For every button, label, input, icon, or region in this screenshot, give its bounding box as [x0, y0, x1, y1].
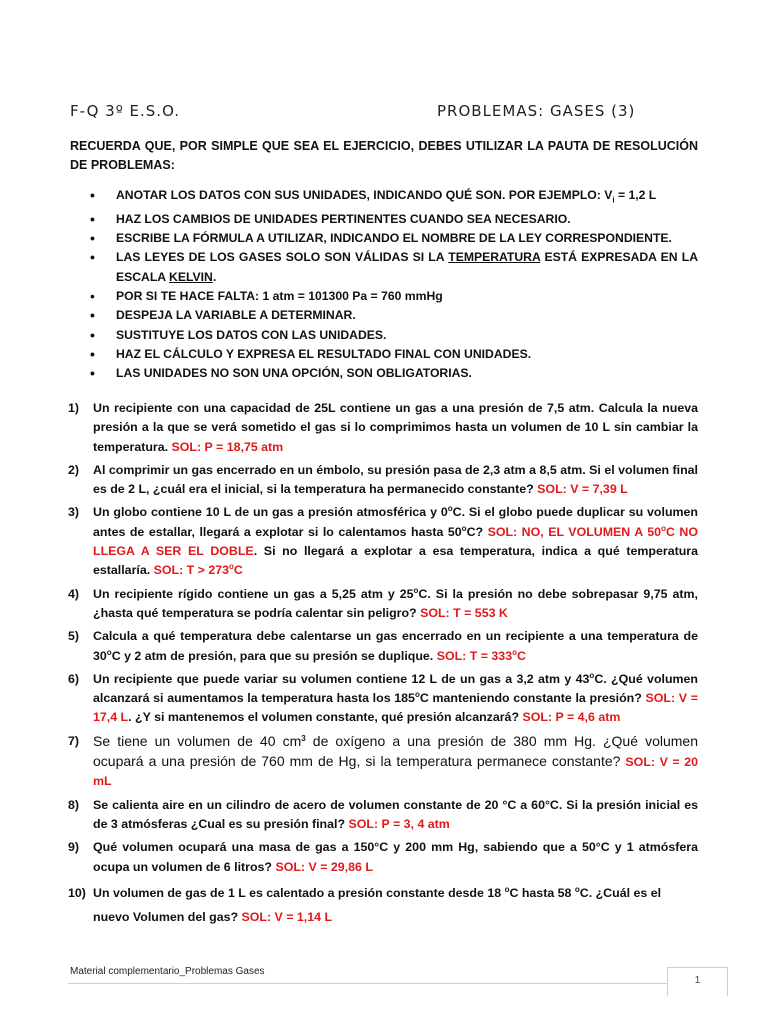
solution: SOL: $T = 333^oC$ [436, 647, 526, 663]
problem-1: 1) Un recipiente con una capacidad de 25L contiene un gas a una presión de 7,5 atm. Calcula la nueva presión a la que se verá sometido el gas si lo comprimimos hasta un volumen de 10 L sin cambiar la temperatura. SOL: P = 18,75 atm [68, 401, 698, 454]
solution: SOL: P = 18,75 atm [171, 439, 284, 454]
problem-6: 6) Un recipiente que puede variar su volumen contiene 12 L de un gas a 3,2 atm y 43$^o$C. ¿Qué volumen alcanzará si aumentamos la temperatura hasta los 185$^o$C manteniendo constante la presión? SOL: V = 17,4 L. ¿Y si mantenemos el volumen constante, qué presión alcanzará? SOL: P = 4,6 atm [68, 670, 699, 725]
solution: SOL: V = 1,14 L [241, 909, 333, 924]
problem-4: 4) Un recipiente rígido contiene un gas a 5,25 atm y 25$^o$C. Si la presión no debe sobrepasar 9,75 atm, ¿hasta qué temperatura se podría calentar sin peligro? SOL: T = 553 K [68, 585, 698, 620]
page-number: 1 [667, 967, 728, 996]
problems-list [68, 399, 698, 933]
list-item: • ANOTAR LOS DATOS CON SUS UNIDADES, INDICANDO QUÉ SON. POR EJEMPLO: $V_i = 1,2$ L [88, 186, 698, 210]
solution: SOL: T = 553 K [420, 605, 508, 620]
list-item: • SUSTITUYE LOS DATOS CON LAS UNIDADES. [88, 326, 698, 345]
solution: SOL: $T > 273^oC$ [153, 562, 243, 578]
list-item: • POR SI TE HACE FALTA: 1 atm = 101300 Pa = 760 mmHg [88, 287, 698, 306]
solution: SOL: V = 20 mL [93, 755, 698, 789]
solution: SOL: P = 4,6 atm [522, 710, 621, 725]
solution: SOL: V = 17,4 L [93, 691, 698, 725]
list-item: • LAS UNIDADES NO SON UNA OPCIÓN, SON OBLIGATORIAS. [88, 364, 698, 383]
list-item: • HAZ EL CÁLCULO Y EXPRESA EL RESULTADO FINAL CON UNIDADES. [88, 345, 698, 364]
list-item: • LAS LEYES DE LOS GASES SOLO SON VÁLIDAS SI LA TEMPERATURA ESTÁ EXPRESADA EN LA ESCALA KELVIN. [88, 248, 698, 287]
problem-2: 2) Al comprimir un gas encerrado en un émbolo, su presión pasa de 2,3 atm a 8,5 atm. Si el volumen final es de 2 L, ¿cuál era el inicial, si la temperatura ha permanecido constante? SOL: V = 7,39 L [68, 462, 698, 497]
list-item: • HAZ LOS CAMBIOS DE UNIDADES PERTINENTES CUANDO SEA NECESARIO. [88, 210, 698, 229]
problem-5: 5) Calcula a qué temperatura debe calentarse un gas encerrado en un recipiente a una temperatura de 30$^o$C y 2 atm de presión, para que su presión se duplique. SOL: $T = 333^oC$ [68, 629, 698, 663]
problem-10: 10) Un volumen de gas de 1 L es calentado a presión constante desde 18 $^o$C hasta 58 $^o$C. ¿Cuál es el nuevo Volumen del gas? SOL: V = 1,14 L [68, 884, 662, 924]
course-label: F-Q 3º E.S.O. [70, 102, 181, 120]
problem-8: 8) Se calienta aire en un cilindro de acero de volumen constante de 20 °C a 60°C. Si la presión inicial es de 3 atmósferas ¿Cual es su presión final? SOL: P = 3, 4 atm [68, 797, 698, 831]
solution: SOL: V = 29,86 L [275, 859, 373, 874]
footer-text: Material complementario_Problemas Gases [70, 966, 265, 977]
solution: SOL: V = 7,39 L [537, 482, 628, 497]
intro-text: RECUERDA QUE, POR SIMPLE QUE SEA EL EJERCICIO, DEBES UTILIZAR LA PAUTA DE RESOLUCIÓN DE PROBLEMAS: [70, 139, 698, 172]
instructions-list [88, 186, 698, 383]
footer-divider [68, 983, 668, 984]
problem-7: 7) Se tiene un volumen de 40 $cm^3$ de oxígeno a una presión de 380 mm Hg. ¿Qué volumen ocupará a una presión de 760 mm de Hg, si la temperatura permanece constante? SOL: V = 20 mL [68, 732, 698, 789]
solution: SOL: NO, EL VOLUMEN A 50$^o$C NO LLEGA A SER EL DOBLE [93, 523, 698, 559]
page-title: PROBLEMAS: GASES (3) [437, 102, 636, 120]
problem-3: 3) Un globo contiene 10 L de un gas a presión atmosférica y 0$^o$C. Si el globo puede duplicar su volumen antes de estallar, llegará a explotar si lo calentamos hasta 50$^o$C? SOL: NO, EL VOLUMEN A 50$^o$C NO LLEGA A SER EL DOBLE. Si no llegará a explotar a esa temperatura, indica a qué temperatura estallaría. SOL: $T > 273^oC$ [68, 504, 698, 578]
list-item: • ESCRIBE LA FÓRMULA A UTILIZAR, INDICANDO EL NOMBRE DE LA LEY CORRESPONDIENTE. [88, 229, 698, 248]
list-item: • DESPEJA LA VARIABLE A DETERMINAR. [88, 306, 698, 325]
solution: SOL: P = 3, 4 atm [348, 816, 450, 831]
problem-9: 9) Qué volumen ocupará una masa de gas a 150°C y 200 mm Hg, sabiendo que a 50°C y 1 atmósfera ocupa un volumen de 6 litros? SOL: V = 29,86 L [68, 840, 698, 874]
